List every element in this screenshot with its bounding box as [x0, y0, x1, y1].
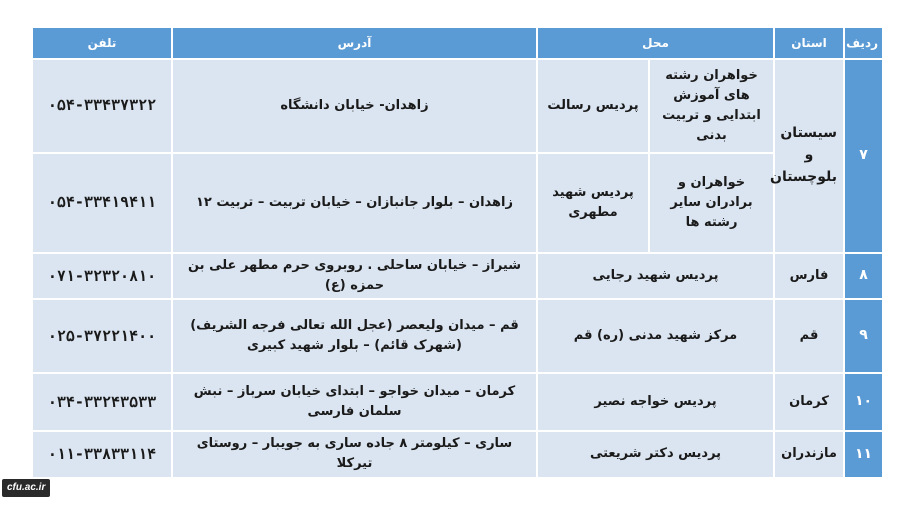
table-row: [32, 153, 883, 253]
row-number: ۷: [844, 59, 883, 253]
province-cell: قم: [774, 299, 844, 373]
phone-cell: ۰۵۴-۳۳۴۳۷۳۲۲: [32, 59, 172, 153]
campus-table: [31, 26, 884, 479]
table-row: [32, 59, 883, 153]
address-cell: ساری – کیلومتر ۸ جاده ساری به جویبار – روستای تیرکلا: [172, 431, 537, 477]
header-row-number: ردیف: [844, 27, 883, 59]
address-cell: قم – میدان ولیعصر (عجل الله تعالی فرجه الشریف) (شهرک قائم) – بلوار شهید کبیری: [172, 299, 537, 373]
header-address: آدرس: [172, 27, 537, 59]
address-cell: زاهدان- خیابان دانشگاه: [172, 59, 537, 153]
location-cell: مرکز شهید مدنی (ره) قم: [537, 299, 774, 373]
address-cell: کرمان – میدان خواجو – ابتدای خیابان سرباز – نبش سلمان فارسی: [172, 373, 537, 431]
location-cell: پردیس دکتر شریعتی: [537, 431, 774, 477]
row-number: ۹: [844, 299, 883, 373]
row-number: ۸: [844, 253, 883, 299]
table-row: [32, 299, 883, 373]
header-row: [32, 27, 883, 59]
group-cell: خواهران و برادران سایر رشته ها: [649, 153, 774, 253]
table-row: [32, 431, 883, 477]
header-phone: تلفن: [32, 27, 172, 59]
row-number: ۱۰: [844, 373, 883, 431]
location-cell: پردیس خواجه نصیر: [537, 373, 774, 431]
campus-cell: پردیس رسالت: [537, 59, 649, 153]
phone-cell: ۰۳۴-۳۳۲۴۳۵۳۳: [32, 373, 172, 431]
phone-cell: ۰۵۴-۳۳۴۱۹۴۱۱: [32, 153, 172, 253]
location-cell: پردیس شهید رجایی: [537, 253, 774, 299]
province-cell: فارس: [774, 253, 844, 299]
address-cell: زاهدان – بلوار جانبازان – خیابان تربیت – تربیت ۱۲: [172, 153, 537, 253]
campus-cell: پردیس شهید مطهری: [537, 153, 649, 253]
watermark-logo: cfu.ac.ir: [2, 479, 50, 497]
group-cell: خواهران رشته های آموزش ابتدایی و تربیت بدنی: [649, 59, 774, 153]
header-location: محل: [537, 27, 774, 59]
province-cell: سیستان و بلوچستان: [774, 59, 844, 253]
address-cell: شیراز – خیابان ساحلی . روبروی حرم مطهر علی بن حمزه (ع): [172, 253, 537, 299]
header-province: استان: [774, 27, 844, 59]
row-number: ۱۱: [844, 431, 883, 477]
table-row: [32, 253, 883, 299]
phone-cell: ۰۱۱-۳۳۸۳۳۱۱۴: [32, 431, 172, 477]
table-row: [32, 373, 883, 431]
province-cell: کرمان: [774, 373, 844, 431]
phone-cell: ۰۷۱-۳۲۳۲۰۸۱۰: [32, 253, 172, 299]
phone-cell: ۰۲۵-۳۷۲۲۱۴۰۰: [32, 299, 172, 373]
province-cell: مازندران: [774, 431, 844, 477]
